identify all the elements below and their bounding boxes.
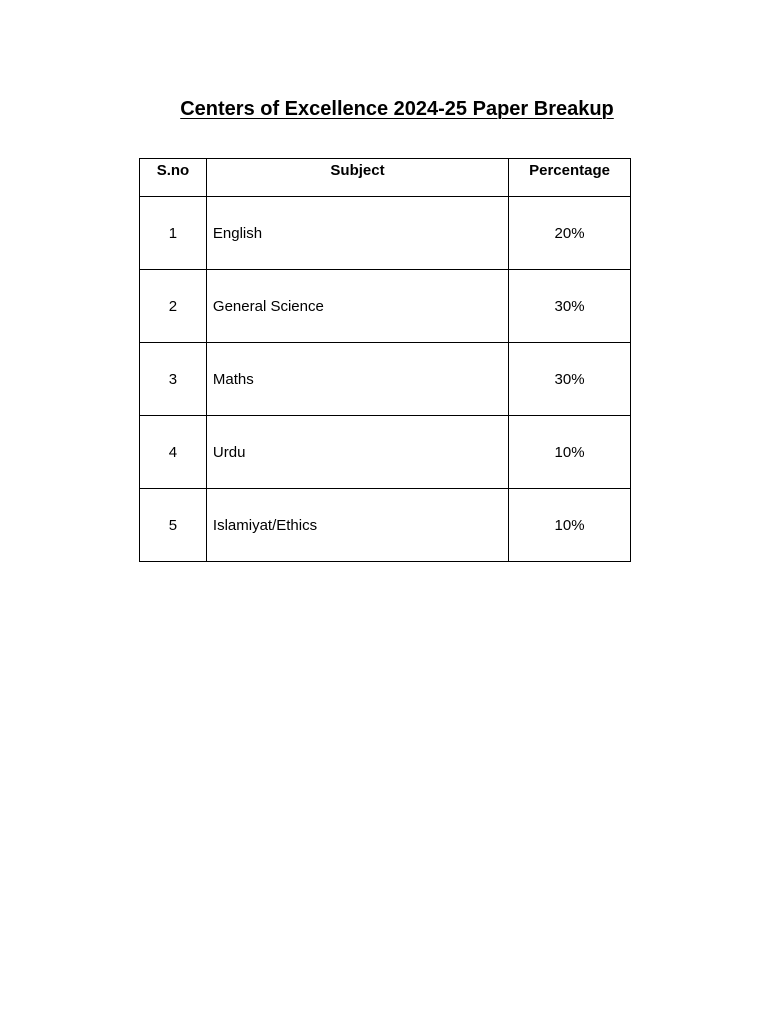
table-row bbox=[140, 197, 631, 270]
cell-subject: General Science bbox=[206, 270, 508, 343]
header-sno: S.no bbox=[140, 159, 207, 197]
cell-subject: Maths bbox=[206, 343, 508, 416]
cell-subject: English bbox=[206, 197, 508, 270]
cell-sno: 4 bbox=[140, 416, 207, 489]
cell-percentage: 10% bbox=[509, 416, 631, 489]
table-row bbox=[140, 416, 631, 489]
table-row bbox=[140, 270, 631, 343]
table-row bbox=[140, 343, 631, 416]
cell-percentage: 30% bbox=[509, 270, 631, 343]
table-header-row bbox=[140, 159, 631, 197]
table-row bbox=[140, 489, 631, 562]
cell-percentage: 10% bbox=[509, 489, 631, 562]
cell-sno: 3 bbox=[140, 343, 207, 416]
cell-subject: Urdu bbox=[206, 416, 508, 489]
cell-sno: 5 bbox=[140, 489, 207, 562]
cell-sno: 2 bbox=[140, 270, 207, 343]
header-subject: Subject bbox=[206, 159, 508, 197]
cell-percentage: 20% bbox=[509, 197, 631, 270]
header-percentage: Percentage bbox=[509, 159, 631, 197]
cell-percentage: 30% bbox=[509, 343, 631, 416]
cell-subject: Islamiyat/Ethics bbox=[206, 489, 508, 562]
paper-breakup-table bbox=[139, 158, 631, 562]
page-title: Centers of Excellence 2024-25 Paper Breakup bbox=[180, 98, 614, 120]
cell-sno: 1 bbox=[140, 197, 207, 270]
